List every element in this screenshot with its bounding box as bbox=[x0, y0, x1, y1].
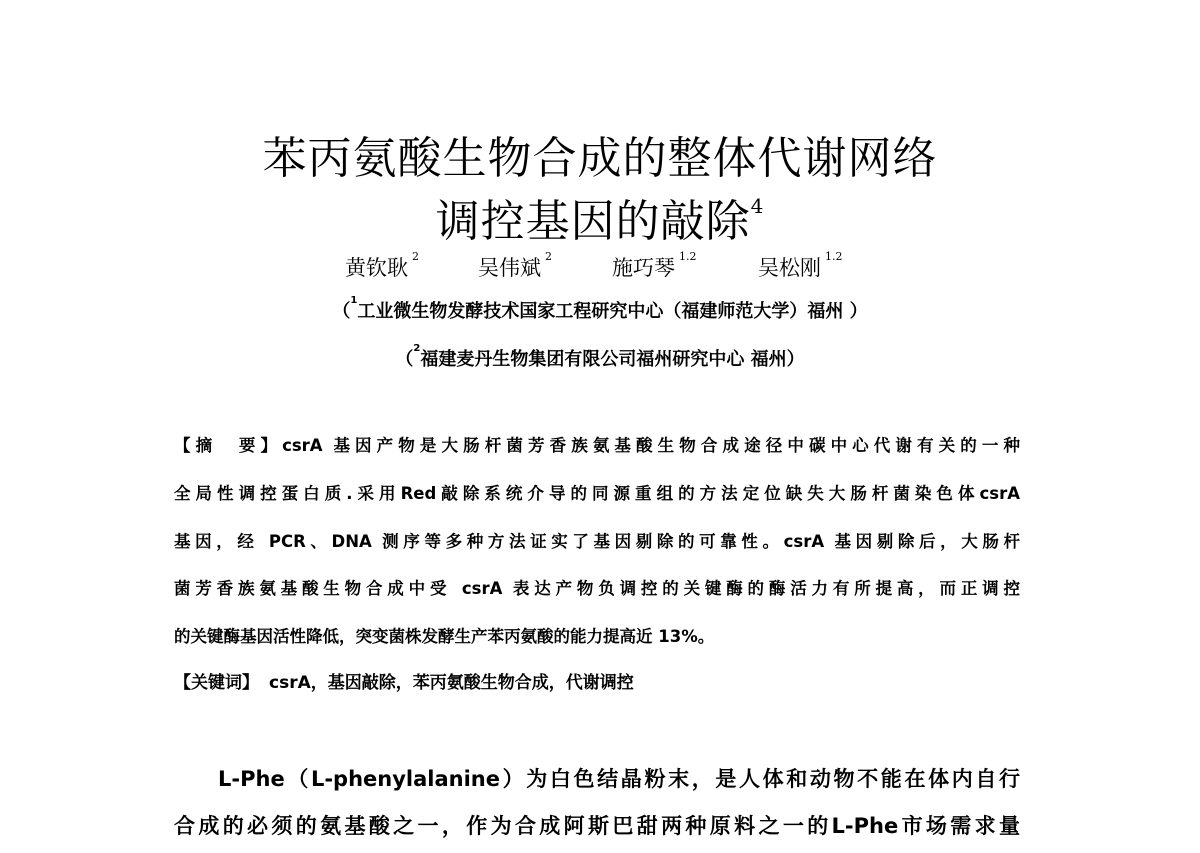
author-2 bbox=[478, 252, 552, 282]
keywords-text: csrA，基因敲除，苯丙氨酸生物合成，代谢调控 bbox=[269, 673, 634, 693]
affiliation-open-paren: （ bbox=[332, 301, 351, 322]
abstract-line: 菌芳香族氨基酸生物合成中受 csrA 表达产物负调控的关键酶的酶活力有所提高，而正调控 bbox=[174, 579, 1020, 598]
paper-title-line-1: 苯丙氨酸生物合成的整体代谢网络 bbox=[262, 133, 938, 184]
affiliation-text: 福建麦丹生物集团有限公司福州研究中心 福州） bbox=[420, 349, 805, 370]
author-3 bbox=[612, 252, 697, 282]
author-name: 吴松刚 bbox=[758, 256, 821, 280]
abstract-line: 【摘 要】csrA 基因产物是大肠杆菌芳香族氨基酸生物合成途径中碳中心代谢有关的一种 bbox=[174, 436, 1020, 455]
affiliation-open-paren: （ bbox=[395, 349, 414, 370]
author-affiliation-marker: 2 bbox=[412, 250, 419, 263]
author-name: 黄钦耿 bbox=[345, 256, 408, 280]
affiliation-2 bbox=[0, 345, 1200, 371]
keywords-label: 【关键词】 bbox=[174, 673, 259, 693]
author-4 bbox=[758, 252, 843, 282]
affiliation-text: 工业微生物发酵技术国家工程研究中心（福建师范大学）福州 ） bbox=[357, 301, 868, 322]
author-name: 施巧琴 bbox=[612, 256, 675, 280]
affiliation-1 bbox=[0, 297, 1200, 323]
affiliation-marker: 2 bbox=[413, 343, 421, 354]
author-name: 吴伟斌 bbox=[478, 256, 541, 280]
abstract-line: 的关键酶基因活性降低，突变菌株发酵生产苯丙氨酸的能力提高近 13%。 bbox=[174, 627, 715, 646]
abstract-line: 全局性调控蛋白质.采用Red敲除系统介导的同源重组的方法定位缺失大肠杆菌染色体csrA bbox=[174, 484, 1020, 503]
author-affiliation-marker: 2 bbox=[545, 250, 552, 263]
body-paragraph-line: 合成的必须的氨基酸之一，作为合成阿斯巴甜两种原料之一的L-Phe市场需求量 bbox=[174, 814, 1020, 838]
author-1 bbox=[345, 252, 419, 282]
affiliation-marker: 1 bbox=[350, 295, 358, 306]
abstract-line: 基因，经 PCR、DNA 测序等多种方法证实了基因剔除的可靠性。csrA 基因剔除后，大肠杆 bbox=[174, 532, 1020, 551]
paper-title-line-2 bbox=[0, 194, 1200, 247]
author-list bbox=[0, 252, 1200, 282]
body-paragraph-line: L-Phe（L-phenylalanine）为白色结晶粉末，是人体和动物不能在体内自行 bbox=[218, 767, 1020, 791]
keywords bbox=[174, 668, 634, 693]
author-affiliation-marker: 1.2 bbox=[679, 250, 697, 263]
paper-title-line-2-text: 调控基因的敲除 bbox=[435, 196, 751, 247]
author-affiliation-marker: 1.2 bbox=[825, 250, 843, 263]
title-footnote-marker: 4 bbox=[750, 194, 765, 218]
